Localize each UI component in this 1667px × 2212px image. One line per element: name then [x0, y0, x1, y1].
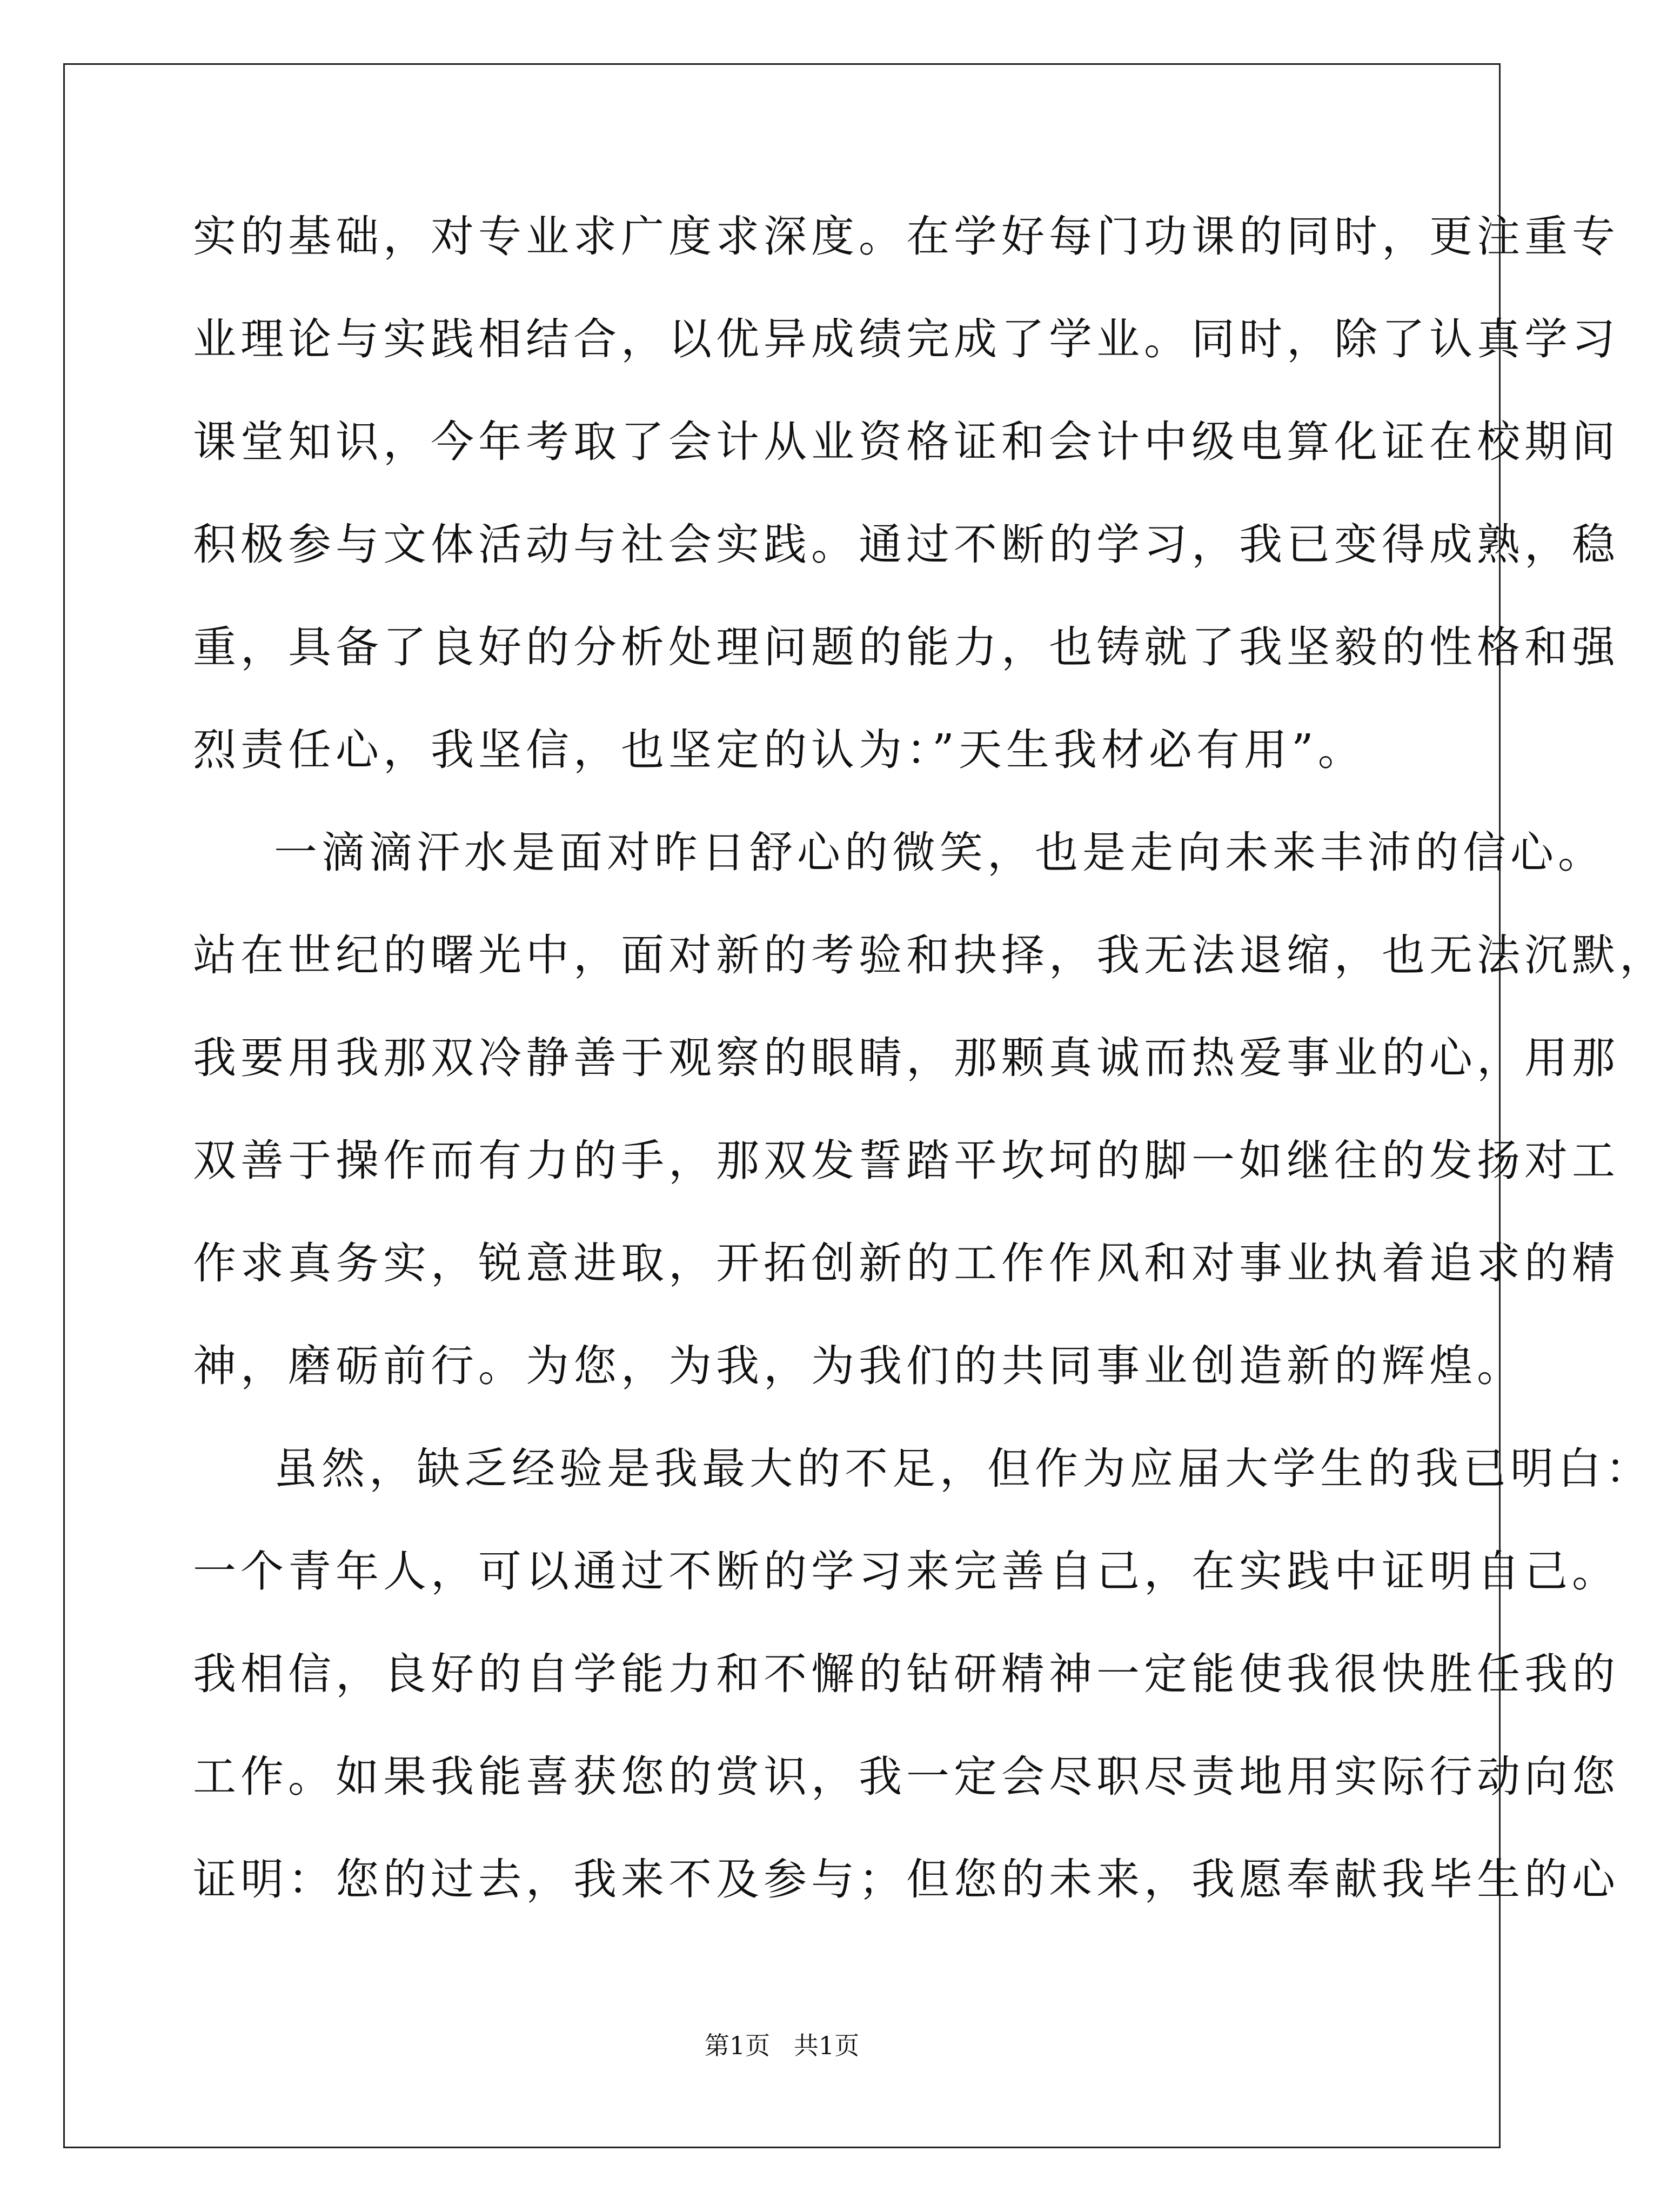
text-line: 我要用我那双冷静善于观察的眼睛，那颗真诚而热爱事业的心，用那 — [193, 1033, 1619, 1083]
text-line: 积极参与文体活动与社会实践。通过不断的学习，我已变得成熟，稳 — [193, 519, 1619, 570]
page-number-footer: 第1页 共1页 — [704, 2031, 860, 2060]
text-line: 神，磨砺前行。为您，为我，为我们的共同事业创造新的辉煌。 — [193, 1341, 1524, 1391]
text-line: 实的基础，对专业求广度求深度。在学好每门功课的同时，更注重专 — [193, 211, 1619, 262]
text-line: 一滴滴汗水是面对昨日舒心的微笑，也是走向未来丰沛的信心。 — [274, 827, 1605, 878]
text-line: 我相信，良好的自学能力和不懈的钻研精神一定能使我很快胜任我的 — [193, 1649, 1619, 1699]
document-body — [193, 210, 1667, 1955]
text-line: 工作。如果我能喜获您的赏识，我一定会尽职尽责地用实际行动向您 — [193, 1752, 1619, 1802]
text-line: 证明：您的过去，我来不及参与；但您的未来，我愿奉献我毕生的心 — [193, 1854, 1619, 1904]
text-line: 重，具备了良好的分析处理问题的能力，也铸就了我坚毅的性格和强 — [193, 622, 1619, 672]
text-line: 作求真务实，锐意进取，开拓创新的工作作风和对事业执着追求的精 — [193, 1238, 1619, 1288]
text-line: 业理论与实践相结合，以优异成绩完成了学业。同时，除了认真学习 — [193, 314, 1619, 364]
text-line: 烈责任心，我坚信，也坚定的认为：”天生我材必有用”。 — [193, 725, 1365, 775]
text-line: 虽然，缺乏经验是我最大的不足，但作为应届大学生的我已明白： — [274, 1444, 1653, 1494]
text-line: 一个青年人，可以通过不断的学习来完善自己，在实践中证明自己。 — [193, 1546, 1619, 1596]
text-line: 双善于操作而有力的手，那双发誓踏平坎坷的脚一如继往的发扬对工 — [193, 1135, 1619, 1186]
text-line: 站在世纪的曙光中，面对新的考验和抉择，我无法退缩，也无法沉默， — [193, 930, 1667, 980]
text-line: 课堂知识，今年考取了会计从业资格证和会计中级电算化证在校期间 — [193, 417, 1619, 467]
